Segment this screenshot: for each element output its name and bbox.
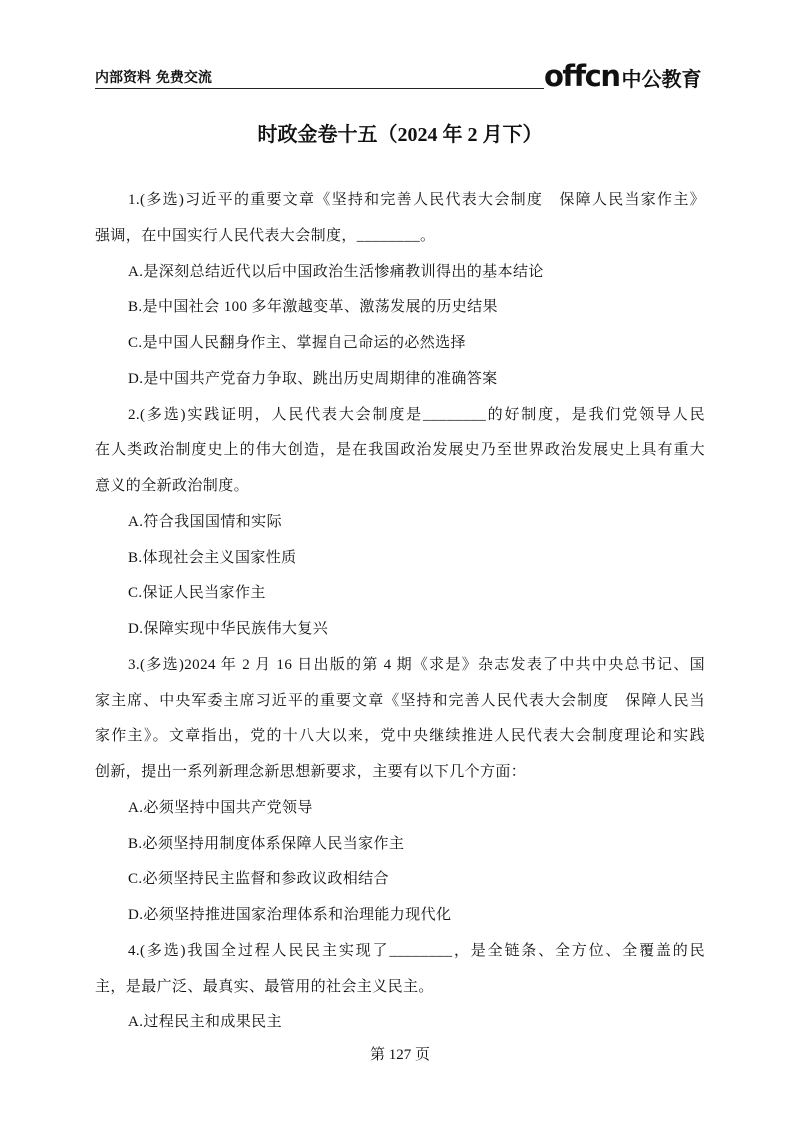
question-3-line-4: 创新，提出一系列新理念新思想新要求，主要有以下几个方面： [95, 764, 527, 780]
question-2-option-b: B.体现社会主义国家性质 [128, 549, 297, 566]
header-rule [95, 88, 544, 89]
page-number: 第 127 页 [369, 1047, 430, 1063]
logo-chinese-text: 中公教育 [621, 67, 702, 91]
question-1-option-a: A.是深刻总结近代以后中国政治生活惨痛教训得出的基本结论 [128, 263, 544, 280]
question-3-line-3: 家作主》。文章指出，党的十八大以来，党中央继续推进人民代表大会制度理论和实践 [95, 728, 705, 745]
question-2-line-1: 2.(多选)实践证明，人民代表大会制度是________的好制度，是我们党领导人民 [128, 406, 705, 423]
question-3-line-1: 3.(多选)2024 年 2 月 16 日出版的第 4 期《求是》杂志发表了中共中央总书记、国 [128, 656, 705, 673]
question-3-option-a: A.必须坚持中国共产党领导 [128, 799, 313, 816]
question-4-line-2: 主，是最广泛、最真实、最管用的社会主义民主。 [95, 978, 434, 995]
document-body [95, 183, 705, 1041]
question-3-option-b: B.必须坚持用制度体系保障人民当家作主 [128, 835, 405, 852]
question-2-option-d: D.保障实现中华民族伟大复兴 [128, 621, 329, 637]
brand-logo [544, 58, 702, 94]
question-1-line-1: 1.(多选)习近平的重要文章《坚持和完善人民代表大会制度 保障人民当家作主》 [128, 192, 705, 208]
question-2-option-a: A.符合我国国情和实际 [128, 513, 282, 530]
question-1-option-d: D.是中国共产党奋力争取、跳出历史周期律的准确答案 [128, 370, 498, 387]
page-title: 时政金卷十五（2024 年 2 月下） [257, 124, 543, 146]
question-1-option-b: B.是中国社会 100 多年激越变革、激荡发展的历史结果 [128, 299, 498, 316]
question-2-line-2: 在人类政治制度史上的伟大创造，是在我国政治发展史乃至世界政治发展史上具有重大 [95, 442, 705, 459]
question-3-option-d: D.必须坚持推进国家治理体系和治理能力现代化 [128, 907, 452, 923]
question-4-line-1: 4.(多选)我国全过程人民民主实现了________，是全链条、全方位、全覆盖的民 [128, 942, 705, 959]
question-1-option-c: C.是中国人民翻身作主、掌握自己命运的必然选择 [128, 335, 466, 351]
question-3-line-2: 家主席、中央军委主席习近平的重要文章《坚持和完善人民代表大会制度 保障人民当 [95, 692, 705, 709]
question-2-option-c: C.保证人民当家作主 [128, 585, 266, 602]
logo-latin-text: offcn [544, 59, 620, 93]
header-label: 内部资料 免费交流 [95, 70, 212, 86]
question-1-line-2: 强调，在中国实行人民代表大会制度，________。 [95, 227, 436, 244]
question-2-line-3: 意义的全新政治制度。 [95, 478, 250, 494]
question-3-option-c: C.必须坚持民主监督和参政议政相结合 [128, 871, 389, 888]
question-4-option-a: A.过程民主和成果民主 [128, 1014, 282, 1031]
